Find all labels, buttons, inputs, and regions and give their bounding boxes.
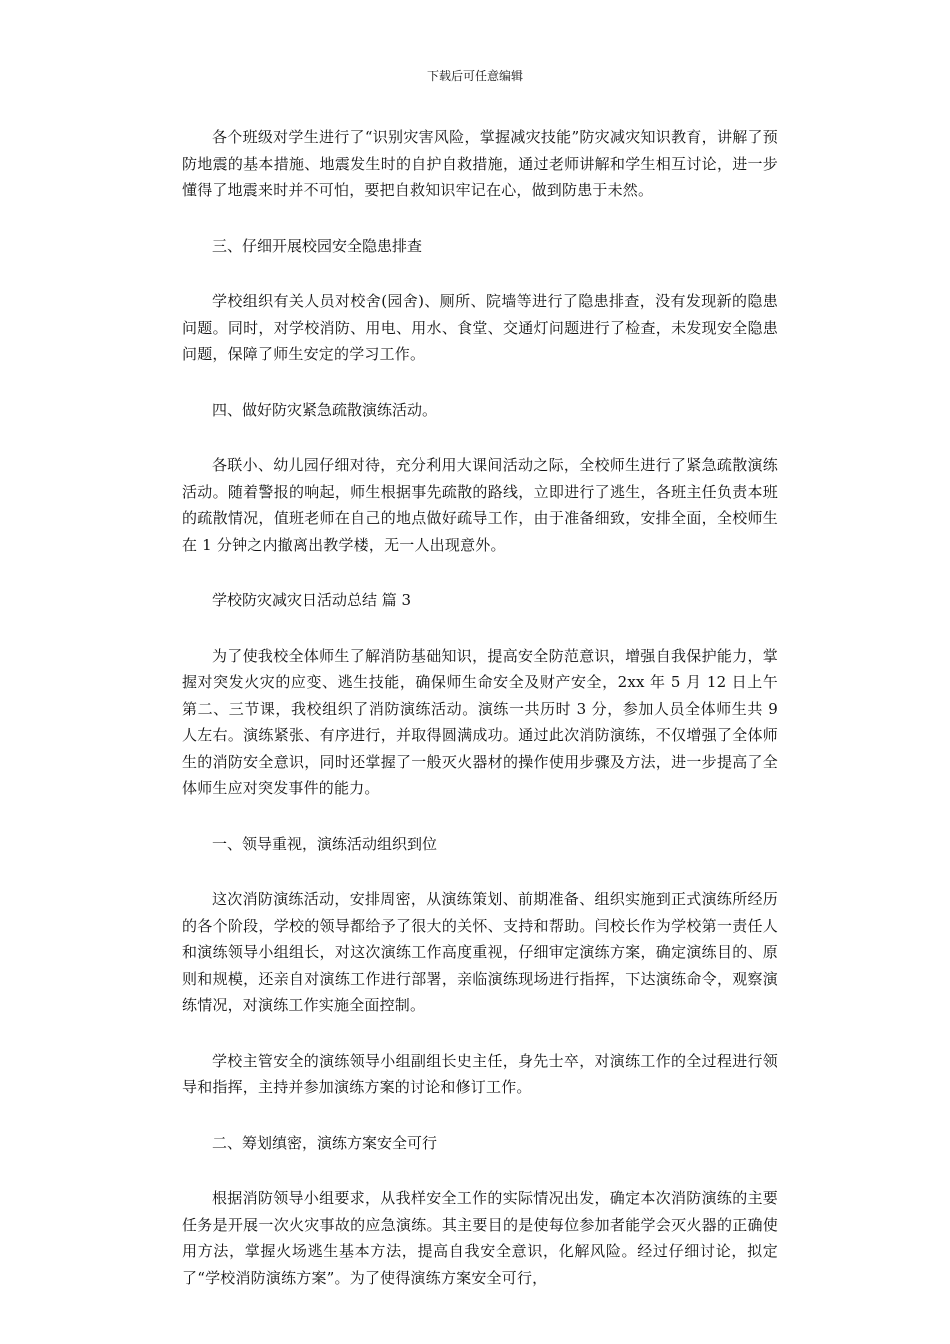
paragraph-deputy-leader: 学校主管安全的演练领导小组副组长史主任，身先士卒，对演练工作的全过程进行领导和指挥，主持并参加演练方案的讨论和修订工作。 bbox=[182, 1051, 778, 1096]
paragraph-disaster-education: 各个班级对学生进行了“识别灾害风险，掌握减灾技能”防灾减灾知识教育，讲解了预防地震的基本措施、地震发生时的自护自救措施，通过老师讲解和学生相互讨论，进一步懂得了地震来时并不可怕，要把自救知识牢记在心，做到防患于未然。 bbox=[182, 128, 778, 199]
section-heading-evacuation-drill: 四、做好防灾紧急疏散演练活动。 bbox=[212, 400, 438, 419]
paragraph-evacuation-drill: 各联小、幼儿园仔细对待，充分利用大课间活动之际，全校师生进行了紧急疏散演练活动。随着警报的响起，师生根据事先疏散的路线，立即进行了逃生，各班主任负责本班的疏散情况，值班老师在自己的地点做好疏导工作，由于准备细致，安排全面，全校师生在 1 分钟之内撤离出教学楼，无一人出现意外。 bbox=[182, 456, 778, 554]
paragraph-planning: 根据消防领导小组要求，从我样安全工作的实际情况出发，确定本次消防演练的主要任务是开展一次火灾事故的应急演练。其主要目的是使每位参加者能学会灭火器的正确使用方法，掌握火场逃生基本方法，提高自我安全意识，化解风险。经过仔细讨论，拟定了“学校消防演练方案”。为了使得演练方案安全可行， bbox=[182, 1189, 778, 1287]
section-heading-planning: 二、筹划缜密，演练方案安全可行 bbox=[212, 1133, 438, 1152]
section-heading-hazard-check: 三、仔细开展校园安全隐患排查 bbox=[212, 236, 423, 255]
article-title-part-3: 学校防灾减灾日活动总结 篇 3 bbox=[212, 591, 412, 609]
paragraph-fire-drill-intro: 为了使我校全体师生了解消防基础知识，提高安全防范意识，增强自我保护能力，掌握对突发火灾的应变、逃生技能，确保师生命安全及财产安全，2xx 年 5 月 12 日上午第二、三节课，我校组织了消防演练活动。演练一共历时 3 分，参加人员全体师生共 9 人左右。演练紧张、有序进行，并取得圆满成功。通过此次消防演练，不仅增强了全体师生的消防安全意识，同时还掌握了一般灭火器材的操作使用步骤及方法，进一步提高了全体师生应对突发事件的能力。 bbox=[182, 646, 778, 797]
paragraph-leadership: 这次消防演练活动，安排周密，从演练策划、前期准备、组织实施到正式演练所经历的各个阶段，学校的领导都给予了很大的关怀、支持和帮助。闫校长作为学校第一责任人和演练领导小组组长，对这次演练工作高度重视，仔细审定演练方案，确定演练目的、原则和规模，还亲自对演练工作进行部署，亲临演练现场进行指挥，下达演练命令，观察演练情况，对演练工作实施全面控制。 bbox=[182, 890, 778, 1014]
paragraph-hazard-check: 学校组织有关人员对校舍(园舍)、厕所、院墙等进行了隐患排查，没有发现新的隐患问题。同时，对学校消防、用电、用水、食堂、交通灯问题进行了检查，未发现安全隐患问题，保障了师生安定的学习工作。 bbox=[182, 292, 778, 363]
page-header-note: 下载后可任意编辑 bbox=[426, 69, 523, 83]
document-body bbox=[182, 124, 778, 1320]
section-heading-leadership: 一、领导重视，演练活动组织到位 bbox=[212, 834, 438, 853]
